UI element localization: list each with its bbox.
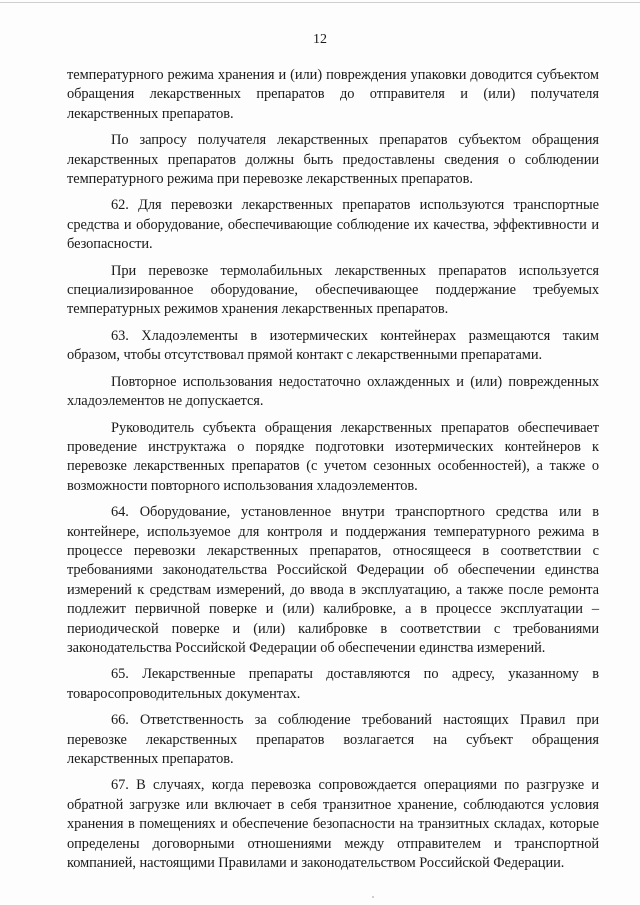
paragraph: По запросу получателя лекарственных препаратов субъектом обращения лекарственных препаратов должны быть предоставлены сведения о соблюдении температурного режима при перевозке лекарственных препаратов. [67, 132, 599, 188]
paragraph-continuation: температурного режима хранения и (или) повреждения упаковки доводится субъектом обращения лекарственных препаратов до отправителя и (или) получателя лекарственных препаратов. [67, 67, 599, 122]
page-number: 12 [313, 32, 327, 47]
paragraph: Руководитель субъекта обращения лекарственных препаратов обеспечивает проведение инструктажа о порядке подготовки изотермических контейнеров к перевозке лекарственных препаратов (с учетом сезонных особенностей), а также о возможности повторного использования хладоэлементов. [67, 419, 599, 494]
paragraph: Повторное использования недостаточно охлажденных и (или) поврежденных хладоэлементов не допускается. [67, 373, 599, 410]
document-body [67, 66, 599, 880]
scan-edge-line [0, 2, 640, 3]
paragraph-64: 64. Оборудование, установленное внутри транспортного средства или в контейнере, используемое для контроля и поддержания температурного режима в процессе перевозки лекарственных препаратов, относящееся в соответствии с требованиями законодательства Российской Федерации об обеспечении единства измерений к средствам измерений, до ввода в эксплуатацию, а также после ремонта подлежит первичной поверке и (или) калибровке, а в процессе эксплуатации – периодической поверке и (или) калибровке в соответствии с требованиями законодательства Российской Федерации об обеспечении единства измерений. [67, 504, 599, 656]
paragraph-67: 67. В случаях, когда перевозка сопровождается операциями по разгрузке и обратной загрузке или включает в себя транзитное хранение, соблюдаются условия хранения в помещениях и обеспечение безопасности на транзитных складах, которые определены договорными отношениями между отправителем и транспортной компанией, настоящими Правилами и законодательством Российской Федерации. [67, 777, 599, 872]
paragraph-66: 66. Ответственность за соблюдение требований настоящих Правил при перевозке лекарственных препаратов возлагается на субъект обращения лекарственных препаратов. [67, 712, 599, 767]
scan-speck [372, 896, 374, 898]
paragraph-62: 62. Для перевозки лекарственных препаратов используются транспортные средства и оборудование, обеспечивающие соблюдение их качества, эффективности и безопасности. [67, 197, 599, 253]
paragraph-65: 65. Лекарственные препараты доставляются по адресу, указанному в товаросопроводительных документах. [67, 666, 599, 702]
paragraph-63: 63. Хладоэлементы в изотермических контейнерах размещаются таким образом, чтобы отсутствовал прямой контакт с лекарственными препаратами. [67, 327, 599, 364]
paragraph: При перевозке термолабильных лекарственных препаратов используется специализированное оборудование, обеспечивающее поддержание требуемых температурных режимов хранения лекарственных препаратов. [67, 262, 599, 318]
